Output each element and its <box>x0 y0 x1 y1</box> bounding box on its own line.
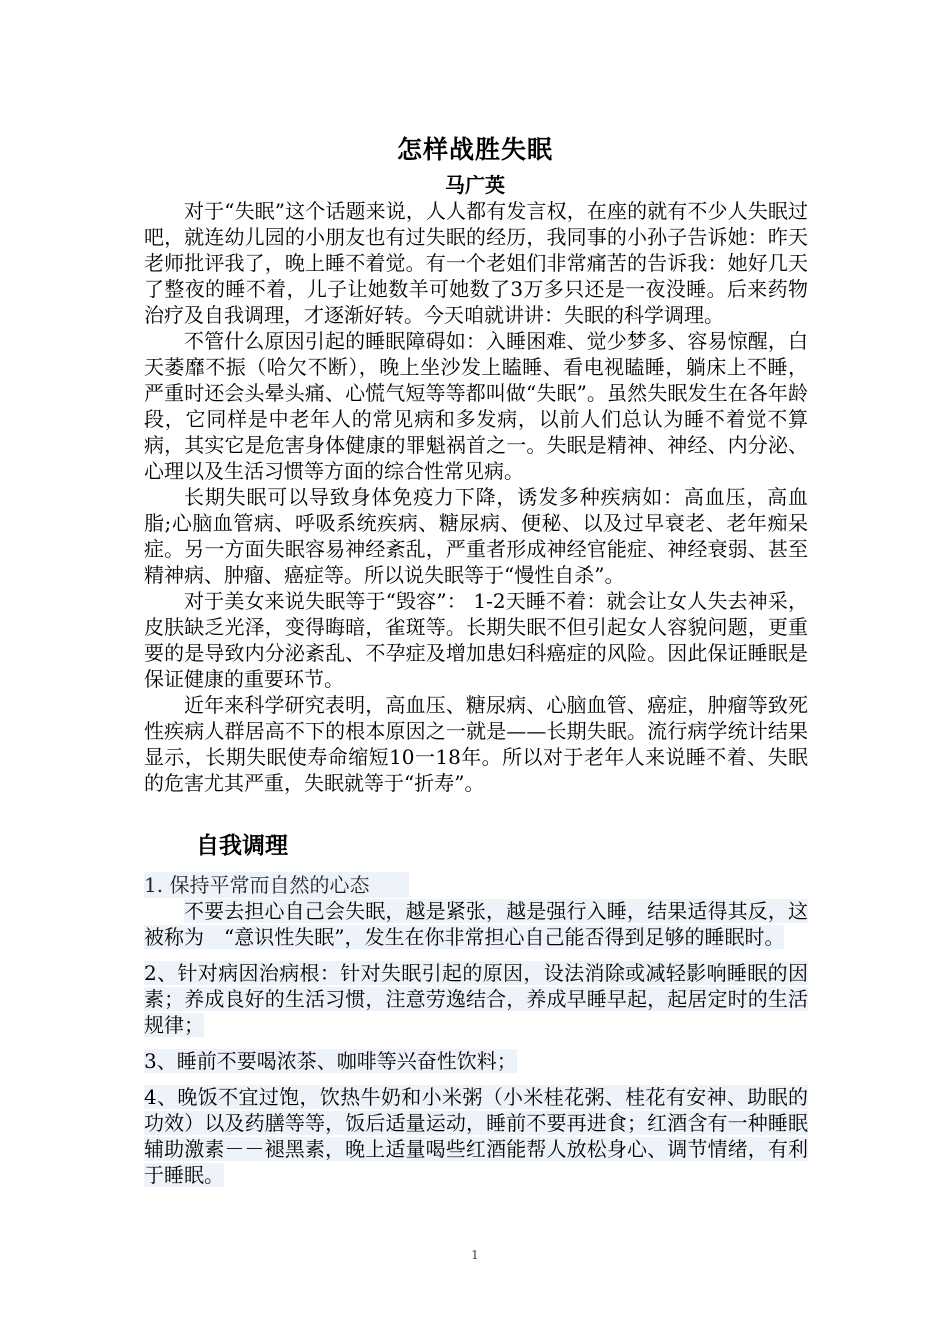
self-care-list <box>144 872 808 1198</box>
list-item <box>144 960 808 1038</box>
document-title: 怎样战胜失眠 <box>396 135 553 164</box>
paragraph-research: 近年来科学研究表明，高血压、糖尿病、心脑血管、癌症，肿瘤等致死性疾病人群居高不下的根本原因之一就是——长期失眠。流行病学统计结果显示，长期失眠使寿命缩短10一18年。所以对于老年人来说睡不着、失眠的危害尤其严重，失眠就等于“折寿”。 <box>144 693 808 795</box>
paragraph-beauty: 对于美女来说失眠等于“毁容”： 1-2天睡不着：就会让女人失去神采，皮肤缺乏光泽，变得晦暗，雀斑等。长期失眠不但引起女人容貌问题，更重要的是导致内分泌紊乱、不孕症及增加患妇科癌症的风险。因此保证睡眠是保证健康的重要环节。 <box>144 589 808 691</box>
paragraph-intro: 对于“失眠”这个话题来说，人人都有发言权，在座的就有不少人失眠过吧，就连幼儿园的小朋友也有过失眠的经历，我同事的小孙子告诉她：昨天老师批评我了，晚上睡不着觉。有一个老姐们非常痛苦的告诉我：她好几天了整夜的睡不着，儿子让她数羊可她数了3万多只还是一夜没睡。后来药物治疗及自我调理，才逐渐好转。今天咱就讲讲：失眠的科学调理。 <box>144 199 808 327</box>
document-body <box>144 198 808 796</box>
paragraph-definition: 不管什么原因引起的睡眠障碍如：入睡困难、觉少梦多、容易惊醒，白天萎靡不振（哈欠不断），晚上坐沙发上瞌睡、看电视瞌睡，躺床上不睡，严重时还会头晕头痛、心慌气短等等都叫做“失眠”。虽然失眠发生在各年龄段，它同样是中老年人的常见病和多发病，以前人们总认为睡不着觉不算病，其实它是危害身体健康的罪魁祸首之一。失眠是精神、神经、内分泌、心理以及生活习惯等方面的综合性常见病。 <box>144 329 808 483</box>
list-item-body: 4、晚饭不宜过饱，饮热牛奶和小米粥（小米桂花粥、桂花有安神、助眠的功效）以及药膳等等，饭后适量运动，睡前不要再进食；红酒含有一种睡眠辅助激素－－褪黑素，晚上适量喝些红酒能帮人放松身心、调节情绪，有利于睡眠。 <box>144 1085 808 1187</box>
list-item-body: 不要去担心自己会失眠，越是紧张，越是强行入睡，结果适得其反，这被称为 “意识性失眠”，发生在你非常担心自己能否得到足够的睡眠时。 <box>144 899 808 949</box>
list-item-title: 1. 保持平常而自然的心态 <box>144 872 409 898</box>
list-item-body: 3、睡前不要喝浓茶、咖啡等兴奋性饮料； <box>144 1049 517 1073</box>
paragraph-diseases: 长期失眠可以导致身体免疫力下降，诱发多种疾病如：高血压，高血脂;心脑血管病、呼吸系统疾病、糖尿病、便秘、以及过早衰老、老年痴呆症。另一方面失眠容易神经紊乱，严重者形成神经官能症、神经衰弱、甚至精神病、肿瘤、癌症等。所以说失眠等于“慢性自杀”。 <box>144 485 808 587</box>
document-author: 马广英 <box>445 173 505 197</box>
list-item <box>144 872 808 950</box>
list-item <box>144 1048 808 1074</box>
list-item <box>144 1084 808 1188</box>
list-item-body: 2、针对病因治病根：针对失眠引起的原因，设法消除或减轻影响睡眠的因素；养成良好的生活习惯，注意劳逸结合，养成早睡早起，起居定时的生活规律； <box>144 961 808 1037</box>
section-heading: 自我调理 <box>196 832 288 859</box>
page-number: 1 <box>471 1248 479 1262</box>
